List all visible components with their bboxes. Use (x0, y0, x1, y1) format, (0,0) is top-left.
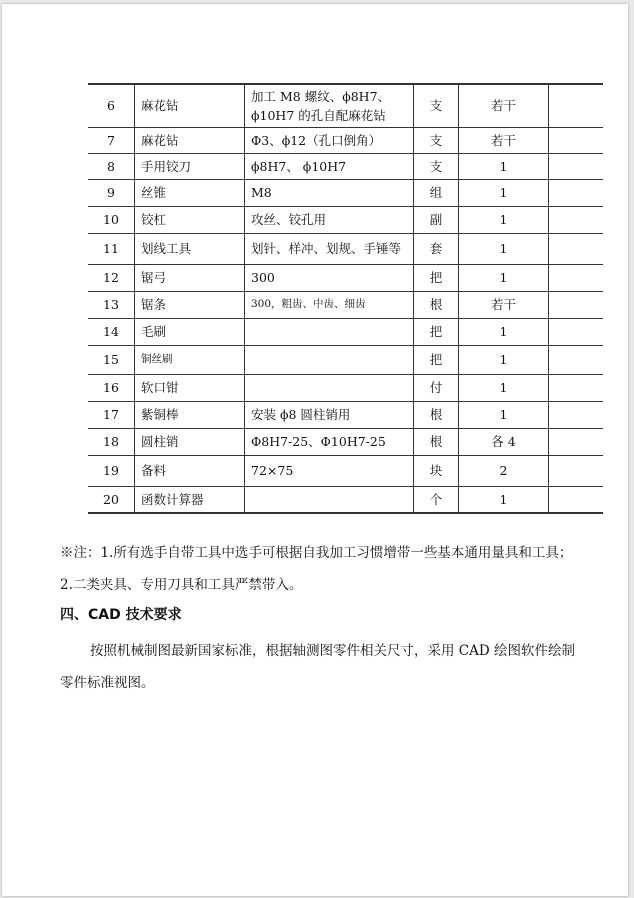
tool-spec-cell: 安装 ϕ8 圆柱销用 (245, 401, 414, 428)
tool-name-cell: 划线工具 (135, 233, 245, 264)
tool-unit-cell: 把 (414, 345, 459, 374)
table-row (88, 486, 603, 513)
row-number-cell: 12 (88, 264, 135, 291)
tool-quantity-cell: 若干 (459, 291, 549, 318)
tool-unit-cell: 组 (414, 179, 459, 206)
tool-quantity-cell: 1 (459, 206, 549, 233)
tool-spec-cell (245, 318, 414, 345)
tool-note-cell (549, 291, 604, 318)
table-row (88, 318, 603, 345)
tool-unit-cell: 支 (414, 127, 459, 153)
row-number-cell: 18 (88, 428, 135, 455)
row-number-cell: 15 (88, 345, 135, 374)
tool-unit-cell: 付 (414, 374, 459, 401)
tool-unit-cell: 支 (414, 84, 459, 127)
table-row (88, 401, 603, 428)
section-heading: 四、CAD 技术要求 (60, 607, 182, 623)
row-number-cell: 11 (88, 233, 135, 264)
tool-quantity-cell: 若干 (459, 127, 549, 153)
tool-quantity-cell: 各 4 (459, 428, 549, 455)
row-number-cell: 10 (88, 206, 135, 233)
row-number-cell: 8 (88, 153, 135, 179)
table-row (88, 206, 603, 233)
tool-note-cell (549, 179, 604, 206)
document-page (2, 4, 628, 896)
tool-quantity-cell: 1 (459, 179, 549, 206)
tool-name-cell: 函数计算器 (135, 486, 245, 513)
tool-note-cell (549, 206, 604, 233)
row-number-cell: 19 (88, 455, 135, 486)
tool-spec-cell: 攻丝、铰孔用 (245, 206, 414, 233)
tool-note-cell (549, 127, 604, 153)
table-row (88, 179, 603, 206)
tool-quantity-cell: 1 (459, 233, 549, 264)
tool-quantity-cell: 1 (459, 345, 549, 374)
tool-spec-cell: 划针、样冲、划规、手锤等 (245, 233, 414, 264)
table-row (88, 455, 603, 486)
table-row (88, 428, 603, 455)
table-row (88, 233, 603, 264)
tool-name-cell: 手用铰刀 (135, 153, 245, 179)
tool-quantity-cell: 1 (459, 374, 549, 401)
row-number-cell: 9 (88, 179, 135, 206)
tool-note-cell (549, 264, 604, 291)
tool-name-cell: 麻花钻 (135, 127, 245, 153)
tool-spec-cell: 加工 M8 螺纹、ϕ8H7、ϕ10H7 的孔自配麻花钻 (245, 84, 414, 127)
tool-spec-cell: M8 (245, 179, 414, 206)
tool-unit-cell: 个 (414, 486, 459, 513)
table-row (88, 291, 603, 318)
tool-quantity-cell: 1 (459, 401, 549, 428)
tool-name-cell: 丝锥 (135, 179, 245, 206)
row-number-cell: 7 (88, 127, 135, 153)
tool-note-cell (549, 233, 604, 264)
tool-name-cell: 铰杠 (135, 206, 245, 233)
tool-quantity-cell: 若干 (459, 84, 549, 127)
tool-spec-cell: Φ3、ϕ12（孔口倒角） (245, 127, 414, 153)
tool-name-cell: 备料 (135, 455, 245, 486)
tool-unit-cell: 块 (414, 455, 459, 486)
table-row (88, 345, 603, 374)
tool-note-cell (549, 428, 604, 455)
tool-name-cell: 圆柱销 (135, 428, 245, 455)
table-row (88, 84, 603, 127)
tool-note-cell (549, 318, 604, 345)
tool-list-body (88, 84, 603, 513)
tool-note-cell (549, 486, 604, 513)
table-row (88, 264, 603, 291)
tool-note-cell (549, 401, 604, 428)
tool-note-cell (549, 374, 604, 401)
tool-name-cell: 铜丝刷 (135, 345, 245, 374)
row-number-cell: 20 (88, 486, 135, 513)
tool-list-table (88, 83, 603, 514)
tool-name-cell: 软口钳 (135, 374, 245, 401)
row-number-cell: 17 (88, 401, 135, 428)
row-number-cell: 14 (88, 318, 135, 345)
tool-quantity-cell: 1 (459, 318, 549, 345)
tool-unit-cell: 把 (414, 318, 459, 345)
tool-unit-cell: 支 (414, 153, 459, 179)
tool-unit-cell: 把 (414, 264, 459, 291)
tool-name-cell: 锯条 (135, 291, 245, 318)
tool-name-cell: 锯弓 (135, 264, 245, 291)
tool-unit-cell: 套 (414, 233, 459, 264)
row-number-cell: 6 (88, 84, 135, 127)
tool-spec-cell (245, 345, 414, 374)
footnote: ※注：1.所有选手自带工具中选手可根据自我加工习惯增带一些基本通用量具和工具；2.二类夹具、专用刀具和工具严禁带入。 (60, 545, 573, 593)
tool-note-cell (549, 84, 604, 127)
table-row (88, 374, 603, 401)
tool-spec-cell: 300，粗齿、中齿、细齿 (245, 291, 414, 318)
tool-spec-cell: Φ8H7-25、Φ10H7-25 (245, 428, 414, 455)
tool-unit-cell: 根 (414, 291, 459, 318)
tool-spec-cell: 300 (245, 264, 414, 291)
tool-name-cell: 毛刷 (135, 318, 245, 345)
tool-note-cell (549, 345, 604, 374)
tool-spec-cell (245, 374, 414, 401)
table-row (88, 127, 603, 153)
tool-spec-cell (245, 486, 414, 513)
tool-quantity-cell: 1 (459, 153, 549, 179)
tool-note-cell (549, 455, 604, 486)
tool-name-cell: 麻花钻 (135, 84, 245, 127)
tool-unit-cell: 根 (414, 401, 459, 428)
tool-name-cell: 紫铜棒 (135, 401, 245, 428)
table-row (88, 153, 603, 179)
row-number-cell: 16 (88, 374, 135, 401)
section-paragraph: 按照机械制图最新国家标准，根据轴测图零件相关尺寸，采用 CAD 绘图软件绘制零件标准视图。 (60, 643, 575, 691)
tool-quantity-cell: 2 (459, 455, 549, 486)
tool-unit-cell: 根 (414, 428, 459, 455)
tool-unit-cell: 副 (414, 206, 459, 233)
tool-note-cell (549, 153, 604, 179)
tool-quantity-cell: 1 (459, 486, 549, 513)
tool-spec-cell: ϕ8H7、 ϕ10H7 (245, 153, 414, 179)
tool-spec-cell: 72×75 (245, 455, 414, 486)
row-number-cell: 13 (88, 291, 135, 318)
tool-quantity-cell: 1 (459, 264, 549, 291)
